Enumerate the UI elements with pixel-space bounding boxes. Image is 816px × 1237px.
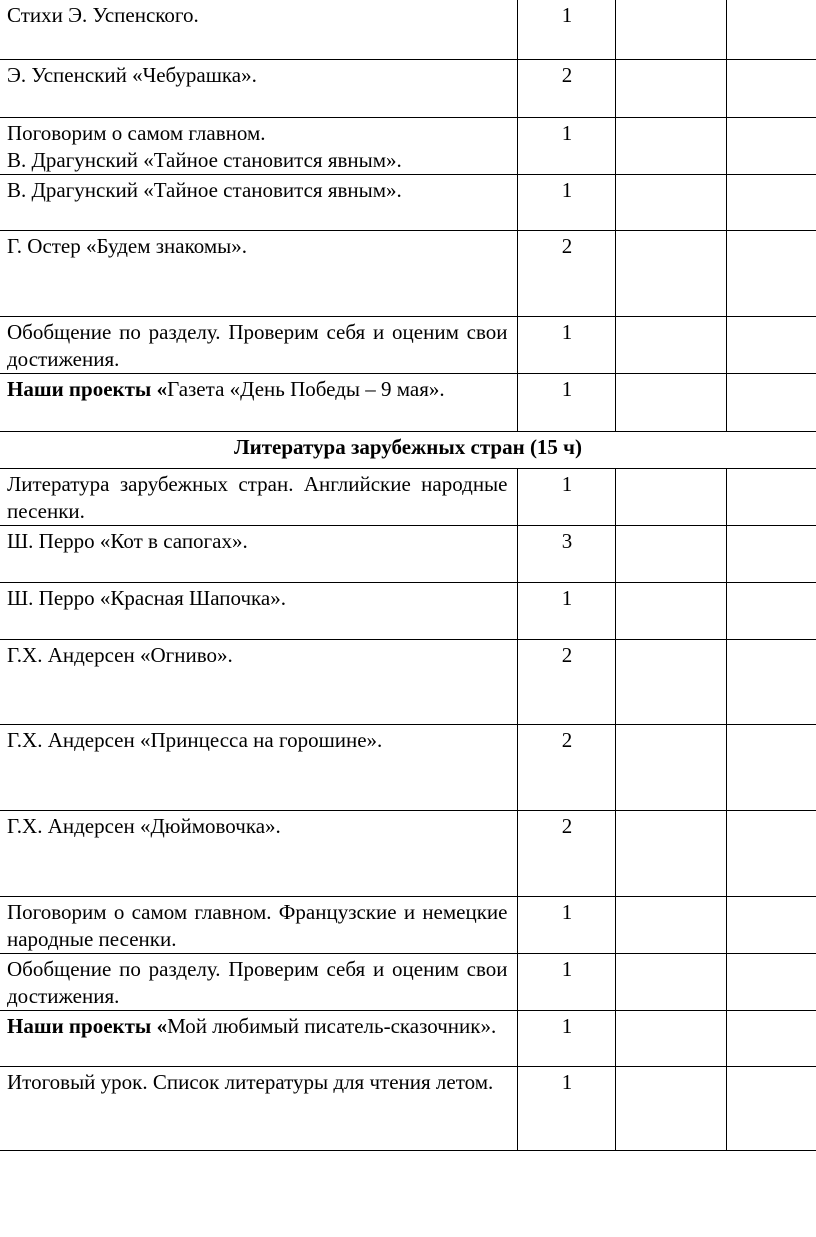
lesson-title: Наши проекты «Газета «День Победы – 9 мая». — [0, 373, 517, 431]
date-fact-cell — [726, 639, 816, 724]
table-row — [0, 1010, 816, 1066]
date-plan-cell — [615, 174, 726, 230]
lesson-title: Литература зарубежных стран. Английские народные песенки. — [0, 468, 517, 525]
date-plan-cell — [615, 316, 726, 373]
lesson-hours: 1 — [517, 0, 615, 59]
date-plan-cell — [615, 810, 726, 896]
date-fact-cell — [726, 174, 816, 230]
lesson-title: Г.Х. Андерсен «Дюймовочка». — [0, 810, 517, 896]
section-title: Литература зарубежных стран (15 ч) — [0, 431, 816, 468]
table-row — [0, 117, 816, 174]
date-plan-cell — [615, 0, 726, 59]
lesson-title: Стихи Э. Успенского. — [0, 0, 517, 59]
lesson-hours: 2 — [517, 810, 615, 896]
lesson-hours: 1 — [517, 582, 615, 639]
date-plan-cell — [615, 639, 726, 724]
lesson-title: Обобщение по разделу. Проверим себя и оценим свои достижения. — [0, 316, 517, 373]
date-fact-cell — [726, 724, 816, 810]
lesson-hours: 1 — [517, 373, 615, 431]
lesson-hours: 2 — [517, 724, 615, 810]
date-plan-cell — [615, 468, 726, 525]
date-fact-cell — [726, 117, 816, 174]
date-fact-cell — [726, 953, 816, 1010]
table-row — [0, 174, 816, 230]
lesson-title: Г.Х. Андерсен «Огниво». — [0, 639, 517, 724]
date-plan-cell — [615, 373, 726, 431]
lesson-title: Ш. Перро «Красная Шапочка». — [0, 582, 517, 639]
lesson-hours: 1 — [517, 1010, 615, 1066]
lesson-hours: 2 — [517, 230, 615, 316]
table-row — [0, 373, 816, 431]
date-fact-cell — [726, 468, 816, 525]
date-plan-cell — [615, 582, 726, 639]
table-row — [0, 468, 816, 525]
date-plan-cell — [615, 896, 726, 953]
lesson-title: Обобщение по разделу. Проверим себя и оценим свои достижения. — [0, 953, 517, 1010]
table-row — [0, 953, 816, 1010]
lesson-title: Итоговый урок. Список литературы для чтения летом. — [0, 1066, 517, 1150]
lesson-hours: 1 — [517, 1066, 615, 1150]
date-plan-cell — [615, 230, 726, 316]
projects-label: Наши проекты « — [7, 376, 168, 401]
section-header-row — [0, 431, 816, 468]
table-row — [0, 810, 816, 896]
date-plan-cell — [615, 953, 726, 1010]
lesson-hours: 2 — [517, 639, 615, 724]
lesson-title: Поговорим о самом главном. В. Драгунский «Тайное становится явным». — [0, 117, 517, 174]
lesson-title: Г.Х. Андерсен «Принцесса на горошине». — [0, 724, 517, 810]
table-row — [0, 724, 816, 810]
table-row — [0, 639, 816, 724]
date-fact-cell — [726, 582, 816, 639]
lesson-title: Г. Остер «Будем знакомы». — [0, 230, 517, 316]
table-row — [0, 0, 816, 59]
lesson-hours: 1 — [517, 953, 615, 1010]
lesson-hours: 1 — [517, 896, 615, 953]
lesson-title: Э. Успенский «Чебурашка». — [0, 59, 517, 117]
date-fact-cell — [726, 810, 816, 896]
date-fact-cell — [726, 373, 816, 431]
date-fact-cell — [726, 230, 816, 316]
lesson-hours: 1 — [517, 117, 615, 174]
lesson-title: Ш. Перро «Кот в сапогах». — [0, 525, 517, 582]
lesson-hours: 1 — [517, 468, 615, 525]
date-fact-cell — [726, 1066, 816, 1150]
table-row — [0, 525, 816, 582]
table-row — [0, 316, 816, 373]
lesson-title: В. Драгунский «Тайное становится явным». — [0, 174, 517, 230]
table-row — [0, 1066, 816, 1150]
date-plan-cell — [615, 1066, 726, 1150]
date-fact-cell — [726, 896, 816, 953]
lesson-title: Поговорим о самом главном. Французские и немецкие народные песенки. — [0, 896, 517, 953]
lesson-hours: 3 — [517, 525, 615, 582]
date-plan-cell — [615, 117, 726, 174]
date-fact-cell — [726, 525, 816, 582]
date-plan-cell — [615, 525, 726, 582]
lesson-title: Наши проекты «Мой любимый писатель-сказочник». — [0, 1010, 517, 1066]
lesson-hours: 1 — [517, 174, 615, 230]
date-plan-cell — [615, 59, 726, 117]
projects-label: Наши проекты « — [7, 1013, 168, 1038]
date-plan-cell — [615, 724, 726, 810]
table-row — [0, 59, 816, 117]
table-row — [0, 582, 816, 639]
table-row — [0, 230, 816, 316]
date-fact-cell — [726, 1010, 816, 1066]
lesson-hours: 1 — [517, 316, 615, 373]
date-plan-cell — [615, 1010, 726, 1066]
date-fact-cell — [726, 316, 816, 373]
date-fact-cell — [726, 0, 816, 59]
lesson-hours: 2 — [517, 59, 615, 117]
table-row — [0, 896, 816, 953]
date-fact-cell — [726, 59, 816, 117]
